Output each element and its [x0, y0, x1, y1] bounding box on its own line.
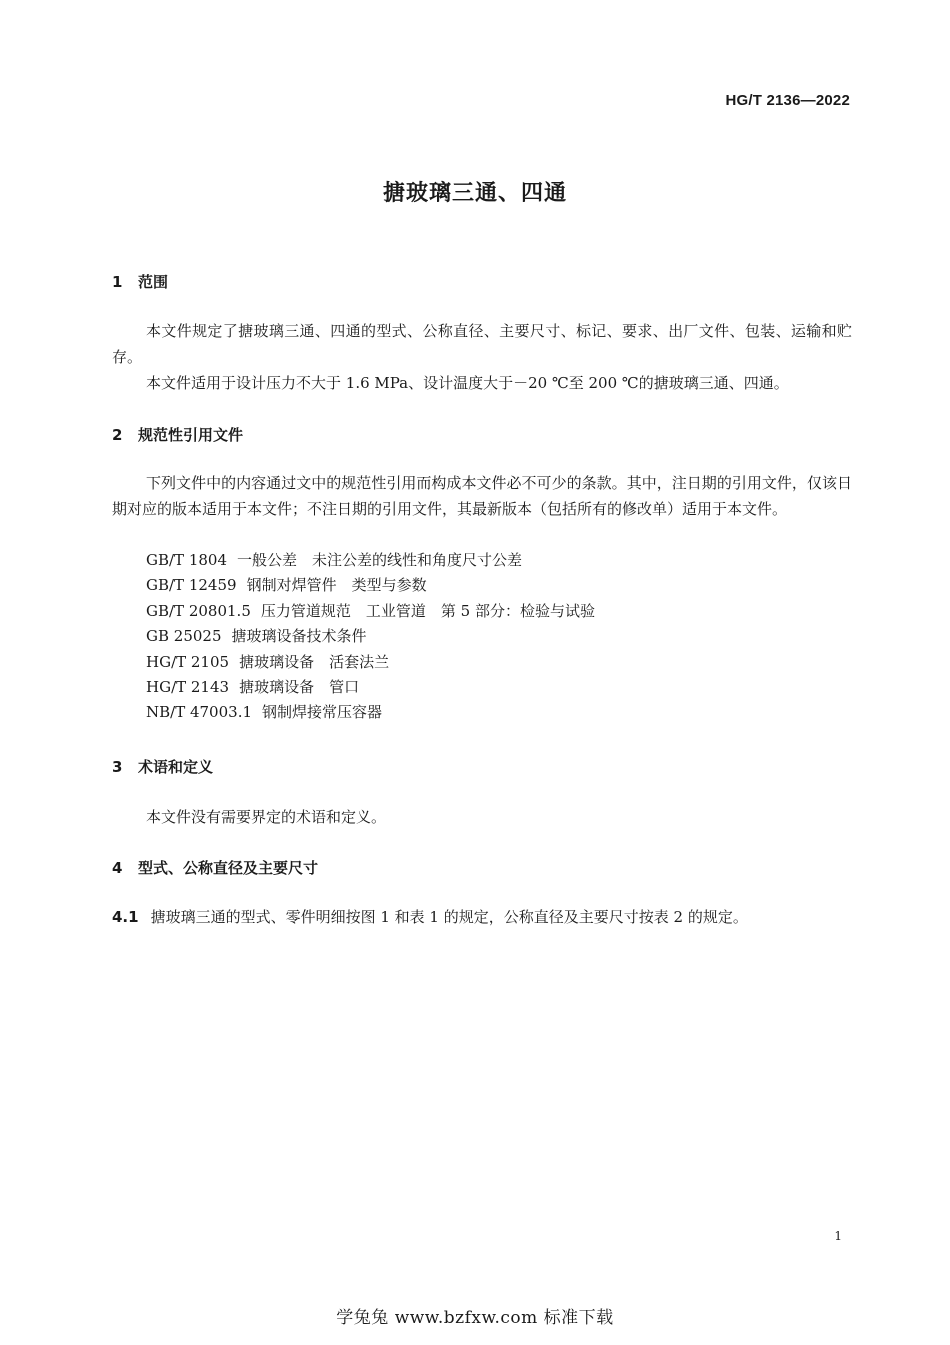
- reference-title: 一般公差 未注公差的线性和角度尺寸公差: [237, 551, 523, 569]
- reference-item: [146, 624, 595, 649]
- section-3-text: 本文件没有需要界定的术语和定义。: [146, 808, 387, 826]
- reference-title: 搪玻璃设备 活套法兰: [239, 652, 390, 671]
- section-number: 1: [112, 273, 123, 291]
- section-4-heading: [112, 857, 318, 878]
- clause-number: 4.1: [112, 908, 139, 926]
- clause-4-1: [112, 906, 748, 927]
- reference-item: [146, 599, 595, 624]
- section-title: 术语和定义: [138, 758, 214, 776]
- reference-item: [146, 573, 595, 598]
- reference-code: NB/T 47003.1: [146, 703, 253, 722]
- reference-code: HG/T 2143: [146, 677, 230, 696]
- section-title: 范围: [138, 273, 169, 291]
- reference-title: 搪玻璃设备 管口: [239, 677, 360, 696]
- reference-title: 搪玻璃设备技术条件: [231, 627, 367, 646]
- reference-code: GB 25025: [146, 627, 222, 646]
- section-1-paragraph-1: 本文件规定了搪玻璃三通、四通的型式、公称直径、主要尺寸、标记、要求、出厂文件、包装、运输和贮存。: [112, 322, 852, 366]
- standard-code: HG/T 2136—2022: [725, 92, 850, 109]
- clause-text: 搪玻璃三通的型式、零件明细按图 1 和表 1 的规定，公称直径及主要尺寸按表 2 的规定。: [150, 908, 748, 926]
- reference-item: [146, 700, 595, 725]
- section-1-heading: [112, 271, 168, 292]
- page-number: 1: [834, 1229, 842, 1243]
- reference-title: 钢制对焊管件 类型与参数: [246, 576, 427, 595]
- section-number: 2: [112, 426, 123, 444]
- reference-item: [146, 650, 595, 675]
- document-title: 搪玻璃三通、四通: [382, 181, 567, 206]
- section-number: 4: [112, 859, 123, 877]
- reference-code: GB/T 1804: [146, 551, 228, 569]
- reference-code: GB/T 12459: [146, 576, 237, 595]
- section-2-intro: 下列文件中的内容通过文中的规范性引用而构成本文件必不可少的条款。其中，注日期的引用文件，仅该日期对应的版本适用于本文件；不注日期的引用文件，其最新版本（包括所有的修改单）适用于本文件。: [112, 474, 852, 518]
- section-title: 型式、公称直径及主要尺寸: [138, 859, 319, 877]
- section-3-heading: [112, 756, 213, 777]
- reference-title: 压力管道规范 工业管道 第 5 部分：检验与试验: [260, 601, 595, 620]
- normative-reference-list: [146, 548, 595, 726]
- section-title: 规范性引用文件: [138, 426, 244, 444]
- section-1-paragraph-2: 本文件适用于设计压力不大于 1.6 MPa、设计温度大于－20 ℃至 200 ℃的搪玻璃三通、四通。: [146, 374, 789, 392]
- reference-item: [146, 548, 595, 573]
- reference-code: HG/T 2105: [146, 652, 230, 671]
- reference-item: [146, 675, 595, 700]
- footer-watermark: 学兔兔 www.bzfxw.com 标准下载: [336, 1308, 614, 1328]
- section-number: 3: [112, 758, 123, 776]
- section-2-heading: [112, 424, 243, 445]
- reference-code: GB/T 20801.5: [146, 601, 251, 620]
- reference-title: 钢制焊接常压容器: [262, 703, 383, 722]
